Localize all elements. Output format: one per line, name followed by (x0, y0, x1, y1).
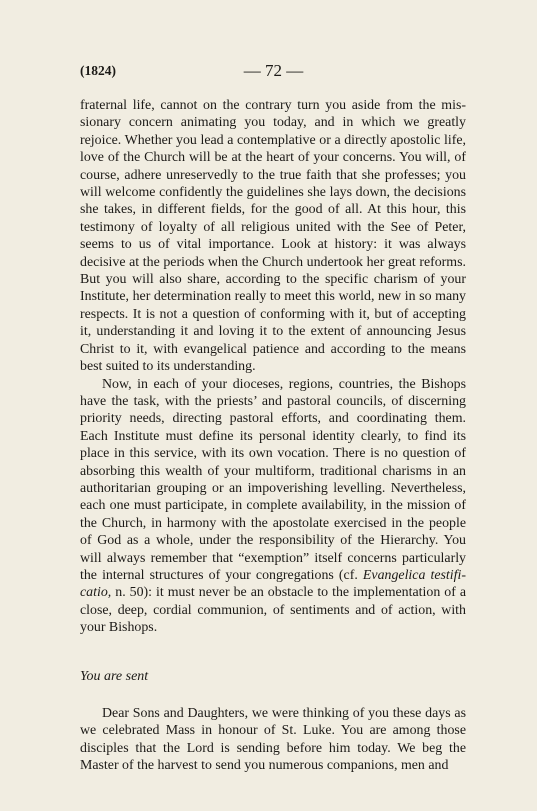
paragraph-2-text: Now, in each of your dioceses, regions, countries, the Bishops have the task, with the priests’ and pastoral councils, of discerning priority needs, directing pastoral efforts, and coordinating them. Each Institute must define its personal identity clearly, to find its place in this service, with its own vocation. There is no question of absorbing this wealth of your multiform, traditional charisms in an authoritarian grouping or an impoverishing levelling. Nevertheless, each one must participate, in complete availability, in the mission of the Church, in harmony with the apostolate exercised in the people of God as a whole, under the responsibility of the Hierarchy. You will always remember that “exemption” itself concerns particularly the internal structures of your congregations (cf. (80, 376, 466, 583)
document-number: (1824) (80, 63, 116, 78)
citation-title: Evangelica testificatio, (80, 567, 467, 601)
paragraph-2-text-end: n. 50): it must never be an obstacle to the implementation of a close, deep, cordial communion, of sentiments and of action, with your Bishops. (80, 585, 466, 636)
paragraph-1: fraternal life, cannot on the contrary turn you aside from the missionary concern animating you today, and in which we greatly rejoice. Whether you lead a contemplative or a directly apostolic life, love of the Church will be at the heart of your concerns. You will, of course, adhere unreservedly to the true faith that she professes; you will welcome confidently the guidelines she lays down, the decisions she takes, in different fields, for the good of all. At this hour, this testimony of loyalty of all religious united with the See of Peter, seems to us of vital importance. Look at history: it was always decisive at the periods when the Church undertook her great reforms. But you will also share, according to the specific charism of your Institute, her determination really to meet this world, new in so many respects. It is not a question of conforming with it, but of accepting it, understanding it and loving it to the extent of announcing Jesus Christ to it, with evangelical patience and according to the means best suited to its understanding. (80, 98, 466, 375)
paragraph-2 (80, 376, 466, 637)
page-number: — 72 — (243, 61, 304, 80)
paragraph-3: Dear Sons and Daughters, we were thinking of you these days as we celebrated Mass in honour of St. Luke. You are among those disciples that the Lord is sending before him today. We beg the Master of the harvest to send you numerous companions, men and (80, 706, 466, 774)
page-header (80, 63, 467, 85)
section-heading: You are sent (80, 668, 149, 684)
body-text (80, 97, 466, 775)
